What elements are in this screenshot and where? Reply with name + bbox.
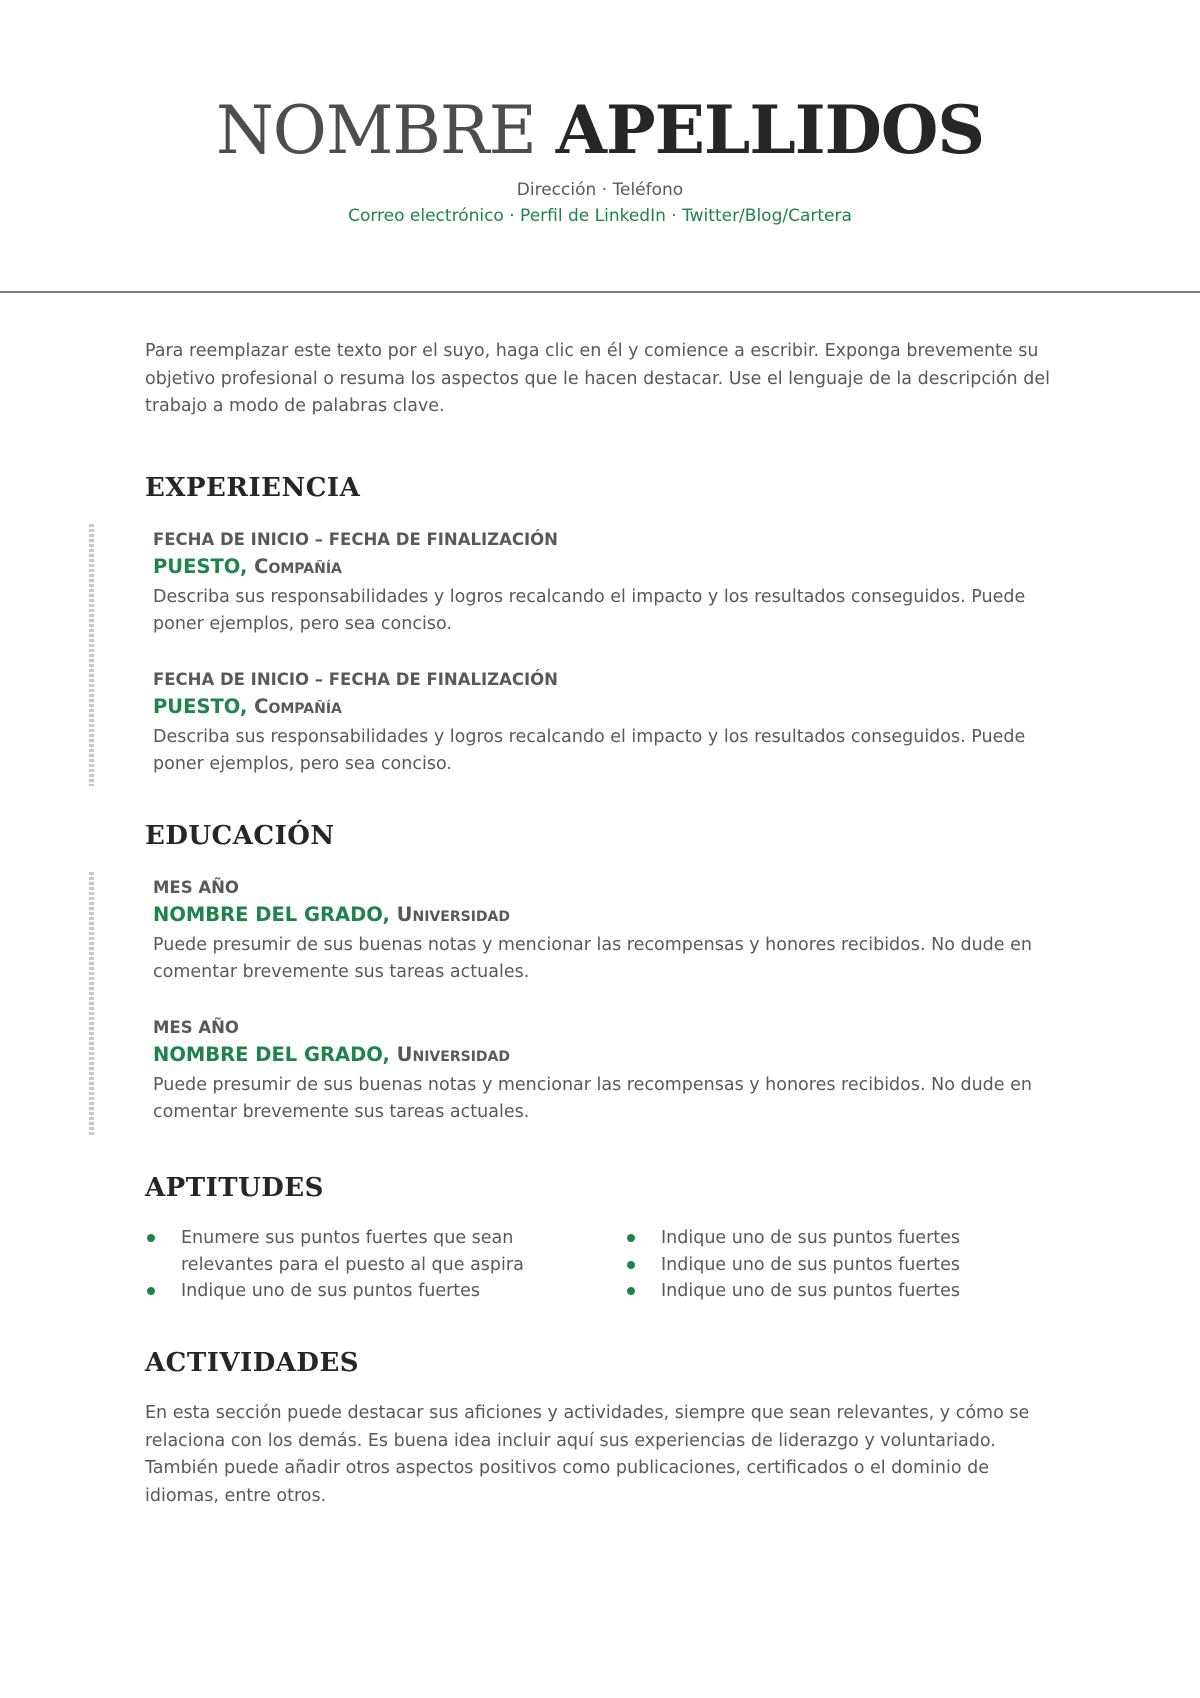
degree-name[interactable]: NOMBRE DEL GRADO, <box>153 1043 390 1066</box>
first-name[interactable]: NOMBRE <box>215 92 536 169</box>
experience-side-bar <box>89 524 94 786</box>
last-name[interactable]: APELLIDOS <box>555 91 984 169</box>
company-name[interactable]: Compañía <box>254 555 342 578</box>
education-date[interactable]: MES AÑO <box>153 1018 239 1037</box>
experience-title[interactable] <box>153 692 1033 722</box>
skill-item[interactable] <box>625 1278 1045 1305</box>
education-description[interactable]: Puede presumir de sus buenas notas y mencionar las recompensas y honores recibidos. No dude en comentar brevemente sus tareas actuales. <box>153 1075 1032 1122</box>
skills-column-left <box>145 1225 565 1305</box>
links-line[interactable]: Correo electrónico · Perfil de LinkedIn · Twitter/Blog/Cartera <box>348 206 852 226</box>
skill-text[interactable]: Indique uno de sus puntos fuertes <box>661 1228 961 1248</box>
skill-text[interactable]: Indique uno de sus puntos fuertes <box>661 1254 961 1275</box>
bullet-icon <box>627 1287 635 1295</box>
activities-text[interactable]: En esta sección puede destacar sus aficiones y actividades, siempre que sean relevantes, y cómo se relaciona con los demás. Es buena idea incluir aquí sus experiencias de liderazgo y voluntariado. También puede añadir otros aspectos positivos como publicaciones, certificados o el dominio de idiomas, entre otros. <box>145 1403 1030 1506</box>
experience-description[interactable]: Describa sus responsabilidades y logros recalcando el impacto y los resultados conseguidos. Puede poner ejemplos, pero sea conciso. <box>153 727 1026 774</box>
skill-item[interactable] <box>145 1225 565 1278</box>
university-name[interactable]: Universidad <box>396 1043 510 1066</box>
experience-heading[interactable]: EXPERIENCIA <box>145 473 361 503</box>
skill-text[interactable]: Indique uno de sus puntos fuertes <box>661 1281 961 1301</box>
full-name[interactable] <box>0 90 1200 171</box>
education-title[interactable] <box>153 900 1033 930</box>
education-description[interactable]: Puede presumir de sus buenas notas y mencionar las recompensas y honores recibidos. No dude en comentar brevemente sus tareas actuales. <box>153 935 1032 982</box>
experience-entry[interactable] <box>153 668 1033 778</box>
bullet-icon <box>147 1234 155 1242</box>
skill-item[interactable] <box>625 1252 1045 1279</box>
experience-date[interactable]: FECHA DE INICIO – FECHA DE FINALIZACIÓN <box>153 670 558 689</box>
job-title[interactable]: PUESTO, <box>153 695 248 718</box>
education-side-bar <box>89 872 94 1136</box>
experience-date[interactable]: FECHA DE INICIO – FECHA DE FINALIZACIÓN <box>153 530 558 549</box>
skill-text[interactable]: Indique uno de sus puntos fuertes <box>181 1281 481 1301</box>
activities-heading[interactable]: ACTIVIDADES <box>145 1348 360 1378</box>
education-entry[interactable] <box>153 876 1033 986</box>
skill-item[interactable] <box>625 1225 1045 1252</box>
experience-entry[interactable] <box>153 528 1033 638</box>
bullet-icon <box>147 1287 155 1295</box>
skill-text[interactable]: Enumere sus puntos fuertes que sean relevantes para el puesto al que aspira <box>181 1228 524 1275</box>
skill-item[interactable] <box>145 1278 565 1305</box>
bullet-icon <box>627 1234 635 1242</box>
skills-heading[interactable]: APTITUDES <box>145 1173 324 1203</box>
education-heading[interactable]: EDUCACIÓN <box>145 821 335 851</box>
company-name[interactable]: Compañía <box>254 695 342 718</box>
contact-line[interactable]: Dirección · Teléfono <box>516 180 684 200</box>
experience-description[interactable]: Describa sus responsabilidades y logros recalcando el impacto y los resultados conseguidos. Puede poner ejemplos, pero sea conciso. <box>153 587 1026 634</box>
university-name[interactable]: Universidad <box>396 903 510 926</box>
education-date[interactable]: MES AÑO <box>153 878 239 897</box>
education-entry[interactable] <box>153 1016 1033 1126</box>
bullet-icon <box>627 1261 635 1269</box>
education-title[interactable] <box>153 1040 1033 1070</box>
objective-text[interactable]: Para reemplazar este texto por el suyo, haga clic en él y comience a escribir. Exponga brevemente su objetivo profesional o resuma los aspectos que le hacen destacar. Use el lenguaje de la descripción del trabajo a modo de palabras clave. <box>145 341 1050 416</box>
header-divider <box>0 291 1200 293</box>
experience-title[interactable] <box>153 552 1033 582</box>
degree-name[interactable]: NOMBRE DEL GRADO, <box>153 903 390 926</box>
skills-column-right <box>625 1225 1045 1305</box>
job-title[interactable]: PUESTO, <box>153 555 248 578</box>
